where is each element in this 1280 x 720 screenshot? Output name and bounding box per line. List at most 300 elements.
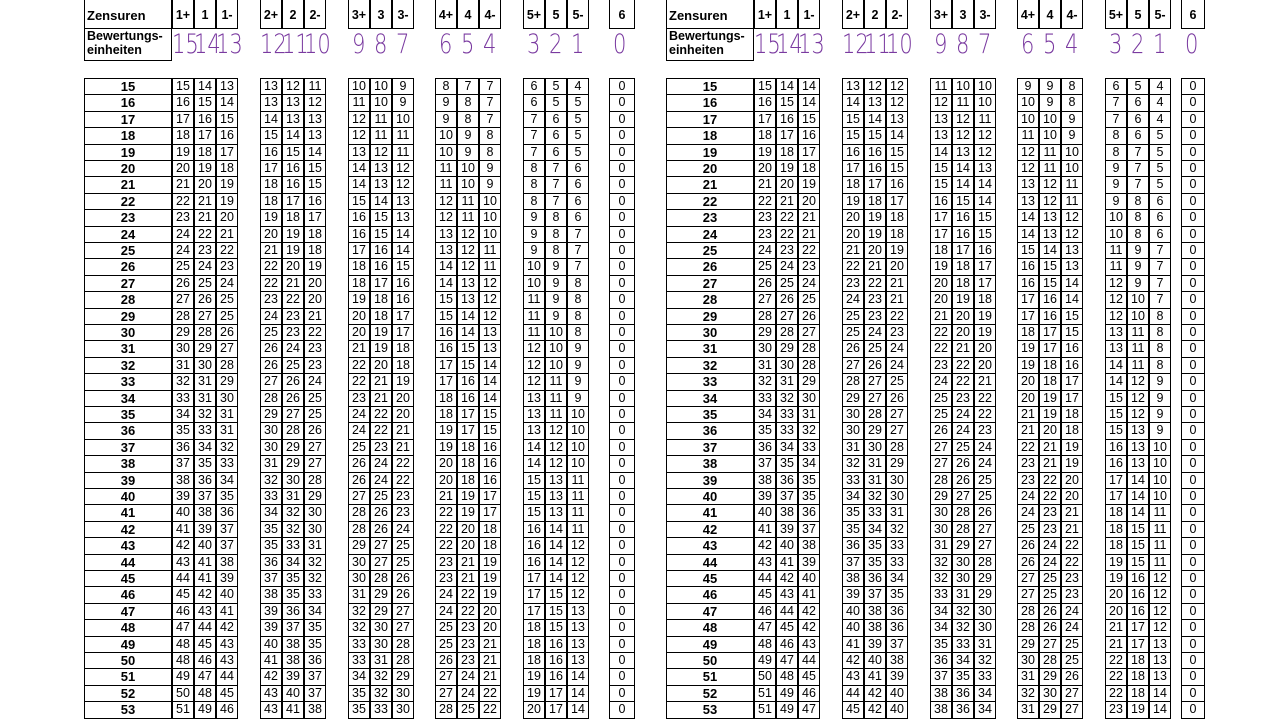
score-cell: 10	[479, 226, 501, 243]
row-points-label: 36	[84, 422, 172, 440]
score-cell: 12	[567, 570, 589, 587]
row-points-label: 49	[666, 636, 754, 653]
score-cell: 13	[523, 390, 545, 407]
score-cell: 0	[609, 652, 635, 669]
score-cell: 35	[216, 488, 238, 505]
score-cell: 0	[609, 308, 635, 325]
score-cell: 15	[194, 94, 216, 112]
score-cell: 27	[194, 308, 216, 325]
score-cell: 25	[952, 439, 974, 456]
score-cell: 14	[523, 439, 545, 456]
score-cell: 27	[864, 373, 886, 391]
score-cell: 30	[886, 472, 908, 489]
score-cell: 22	[776, 226, 798, 243]
score-cell: 21	[974, 373, 996, 391]
score-cell: 0	[1181, 242, 1205, 259]
score-cell: 43	[216, 652, 238, 669]
score-cell: 29	[194, 340, 216, 358]
score-cell: 25	[304, 406, 326, 423]
score-cell: 0	[609, 521, 635, 538]
score-cell: 12	[392, 176, 414, 194]
score-cell: 36	[952, 701, 974, 719]
score-cell: 42	[864, 685, 886, 702]
score-cell: 11	[1105, 242, 1127, 259]
row-points-label: 33	[84, 373, 172, 391]
handwritten-units-value: 2	[549, 29, 563, 60]
score-cell: 26	[776, 291, 798, 309]
score-cell: 0	[609, 340, 635, 358]
score-cell: 19	[260, 209, 282, 227]
score-cell: 31	[304, 537, 326, 555]
score-cell: 24	[1061, 603, 1083, 620]
score-cell: 43	[260, 701, 282, 719]
score-cell: 18	[194, 144, 216, 161]
score-cell: 14	[545, 554, 567, 571]
score-cell: 21	[370, 390, 392, 407]
score-cell: 13	[545, 504, 567, 522]
row-points-label: 36	[666, 422, 754, 440]
score-cell: 27	[952, 488, 974, 505]
grade-header: 1	[776, 0, 798, 29]
score-cell: 9	[479, 160, 501, 177]
score-cell: 19	[282, 242, 304, 259]
score-cell: 7	[1127, 176, 1149, 194]
score-cell: 14	[974, 176, 996, 194]
score-cell: 0	[609, 111, 635, 128]
score-cell: 10	[545, 357, 567, 374]
score-cell: 24	[864, 324, 886, 341]
score-cell: 14	[523, 455, 545, 473]
score-cell: 8	[435, 78, 457, 95]
score-cell: 39	[194, 521, 216, 538]
score-cell: 27	[304, 455, 326, 473]
grade-header: 3	[370, 0, 392, 29]
score-cell: 42	[798, 619, 820, 637]
score-cell: 18	[435, 390, 457, 407]
score-cell: 23	[457, 636, 479, 653]
score-cell: 36	[282, 603, 304, 620]
score-cell: 11	[1149, 504, 1171, 522]
score-cell: 31	[260, 455, 282, 473]
handwritten-units-value: 12	[260, 29, 287, 60]
score-cell: 16	[545, 668, 567, 686]
score-cell: 12	[545, 455, 567, 473]
score-cell: 29	[370, 586, 392, 604]
score-cell: 30	[348, 554, 370, 571]
score-cell: 0	[1181, 603, 1205, 620]
score-cell: 37	[282, 619, 304, 637]
score-cell: 11	[457, 193, 479, 210]
score-cell: 18	[930, 242, 952, 259]
score-cell: 18	[392, 340, 414, 358]
score-cell: 4	[1149, 78, 1171, 95]
score-cell: 20	[1017, 373, 1039, 391]
score-cell: 0	[1181, 472, 1205, 489]
score-cell: 19	[1105, 570, 1127, 587]
score-cell: 0	[609, 176, 635, 194]
score-cell: 20	[282, 258, 304, 276]
score-cell: 33	[952, 636, 974, 653]
score-cell: 15	[886, 144, 908, 161]
score-cell: 21	[1039, 439, 1061, 456]
score-cell: 14	[370, 193, 392, 210]
score-cell: 16	[260, 144, 282, 161]
score-cell: 36	[304, 652, 326, 669]
score-cell: 25	[776, 275, 798, 292]
score-cell: 9	[392, 94, 414, 112]
grade-header: 4	[1039, 0, 1061, 29]
score-cell: 38	[260, 586, 282, 604]
score-cell: 15	[479, 422, 501, 440]
score-cell: 0	[609, 603, 635, 620]
score-cell: 25	[1017, 521, 1039, 538]
score-cell: 36	[886, 619, 908, 637]
score-cell: 24	[1017, 488, 1039, 505]
score-cell: 18	[952, 258, 974, 276]
score-cell: 11	[1149, 554, 1171, 571]
score-cell: 20	[392, 390, 414, 407]
score-cell: 6	[1127, 127, 1149, 145]
score-cell: 38	[754, 472, 776, 489]
score-cell: 17	[1039, 340, 1061, 358]
score-cell: 11	[435, 160, 457, 177]
score-cell: 28	[974, 554, 996, 571]
score-cell: 30	[304, 521, 326, 538]
score-cell: 18	[348, 275, 370, 292]
score-cell: 14	[216, 94, 238, 112]
score-cell: 11	[1127, 340, 1149, 358]
score-cell: 28	[370, 570, 392, 587]
score-cell: 30	[260, 439, 282, 456]
score-cell: 43	[260, 685, 282, 702]
score-cell: 9	[457, 127, 479, 145]
score-cell: 15	[842, 111, 864, 128]
score-cell: 28	[392, 636, 414, 653]
score-cell: 17	[435, 373, 457, 391]
score-cell: 46	[798, 685, 820, 702]
score-cell: 11	[952, 94, 974, 112]
score-cell: 0	[609, 160, 635, 177]
score-cell: 31	[864, 472, 886, 489]
score-cell: 8	[567, 291, 589, 309]
score-cell: 17	[930, 209, 952, 227]
score-cell: 18	[1105, 504, 1127, 522]
score-cell: 13	[545, 488, 567, 505]
score-cell: 10	[479, 193, 501, 210]
row-points-label: 49	[84, 636, 172, 653]
score-cell: 12	[886, 94, 908, 112]
score-cell: 25	[304, 390, 326, 407]
score-cell: 19	[1017, 357, 1039, 374]
score-cell: 0	[609, 373, 635, 391]
score-cell: 0	[1181, 537, 1205, 555]
score-cell: 28	[435, 701, 457, 719]
score-cell: 6	[1149, 193, 1171, 210]
score-cell: 0	[609, 357, 635, 374]
score-cell: 45	[194, 636, 216, 653]
score-cell: 8	[1061, 94, 1083, 112]
score-cell: 27	[776, 308, 798, 325]
score-cell: 24	[304, 373, 326, 391]
score-cell: 44	[842, 685, 864, 702]
score-cell: 30	[392, 685, 414, 702]
score-cell: 29	[886, 455, 908, 473]
score-cell: 13	[348, 144, 370, 161]
score-cell: 9	[545, 291, 567, 309]
score-cell: 37	[864, 586, 886, 604]
score-cell: 30	[1039, 685, 1061, 702]
score-cell: 48	[776, 668, 798, 686]
score-cell: 35	[842, 504, 864, 522]
score-cell: 14	[567, 668, 589, 686]
score-cell: 43	[754, 554, 776, 571]
score-cell: 14	[457, 324, 479, 341]
score-cell: 0	[1181, 160, 1205, 177]
score-cell: 14	[842, 94, 864, 112]
score-cell: 11	[392, 144, 414, 161]
score-cell: 0	[609, 586, 635, 604]
grade-header: 3+	[930, 0, 952, 29]
handwritten-units-value: 11	[864, 29, 891, 60]
score-cell: 0	[1181, 570, 1205, 587]
score-cell: 20	[930, 291, 952, 309]
score-cell: 31	[216, 422, 238, 440]
score-cell: 0	[1181, 554, 1205, 571]
score-cell: 10	[974, 78, 996, 95]
score-cell: 15	[930, 176, 952, 194]
score-cell: 32	[370, 668, 392, 686]
score-cell: 10	[457, 176, 479, 194]
score-cell: 16	[798, 127, 820, 145]
score-cell: 27	[216, 340, 238, 358]
score-cell: 23	[952, 390, 974, 407]
score-cell: 33	[304, 586, 326, 604]
score-cell: 14	[1127, 488, 1149, 505]
score-cell: 24	[370, 455, 392, 473]
row-points-label: 42	[84, 521, 172, 538]
score-cell: 22	[1039, 472, 1061, 489]
score-cell: 9	[1127, 275, 1149, 292]
score-cell: 9	[392, 78, 414, 95]
row-points-label: 45	[666, 570, 754, 587]
score-cell: 40	[886, 685, 908, 702]
score-cell: 11	[1127, 357, 1149, 374]
row-points-label: 52	[666, 685, 754, 702]
score-cell: 21	[392, 439, 414, 456]
score-cell: 23	[754, 209, 776, 227]
handwritten-units-value: 3	[527, 29, 541, 60]
score-cell: 6	[1149, 209, 1171, 227]
score-cell: 18	[216, 160, 238, 177]
score-cell: 5	[1127, 78, 1149, 95]
score-cell: 38	[864, 619, 886, 637]
score-cell: 10	[1105, 209, 1127, 227]
score-cell: 20	[172, 160, 194, 177]
score-cell: 24	[930, 373, 952, 391]
score-cell: 26	[930, 422, 952, 440]
score-cell: 37	[216, 521, 238, 538]
score-cell: 12	[457, 242, 479, 259]
score-cell: 25	[1039, 570, 1061, 587]
score-cell: 5	[545, 94, 567, 112]
score-cell: 0	[609, 472, 635, 489]
score-cell: 7	[457, 78, 479, 95]
score-cell: 12	[304, 94, 326, 112]
score-cell: 27	[260, 373, 282, 391]
grade-header: 2+	[260, 0, 282, 29]
score-cell: 37	[194, 488, 216, 505]
score-cell: 17	[864, 176, 886, 194]
score-cell: 0	[1181, 324, 1205, 341]
handwritten-units-value: 8	[956, 29, 970, 60]
row-points-label: 41	[666, 504, 754, 522]
score-cell: 26	[435, 652, 457, 669]
score-cell: 27	[930, 439, 952, 456]
score-cell: 11	[1039, 160, 1061, 177]
grade-header: 1	[194, 0, 216, 29]
score-cell: 0	[1181, 406, 1205, 423]
score-cell: 9	[1039, 78, 1061, 95]
row-points-label: 27	[666, 275, 754, 292]
row-points-label: 22	[84, 193, 172, 210]
score-cell: 21	[1017, 406, 1039, 423]
score-cell: 10	[479, 209, 501, 227]
score-cell: 40	[194, 537, 216, 555]
score-cell: 0	[609, 488, 635, 505]
score-cell: 12	[1017, 160, 1039, 177]
score-cell: 24	[842, 291, 864, 309]
score-cell: 25	[392, 554, 414, 571]
row-points-label: 29	[84, 308, 172, 325]
score-cell: 22	[392, 472, 414, 489]
score-cell: 48	[172, 636, 194, 653]
score-cell: 7	[523, 127, 545, 145]
score-cell: 40	[282, 685, 304, 702]
score-cell: 27	[1061, 685, 1083, 702]
score-cell: 30	[798, 390, 820, 407]
score-cell: 34	[216, 472, 238, 489]
score-cell: 25	[1061, 636, 1083, 653]
score-cell: 17	[194, 127, 216, 145]
score-cell: 37	[754, 455, 776, 473]
score-cell: 9	[435, 94, 457, 112]
row-points-label: 22	[666, 193, 754, 210]
score-cell: 22	[457, 603, 479, 620]
score-cell: 21	[886, 275, 908, 292]
score-cell: 14	[545, 521, 567, 538]
score-cell: 14	[392, 226, 414, 243]
score-cell: 51	[754, 685, 776, 702]
score-cell: 12	[974, 127, 996, 145]
score-cell: 14	[282, 127, 304, 145]
row-points-label: 18	[666, 127, 754, 145]
score-cell: 25	[930, 406, 952, 423]
score-cell: 40	[172, 504, 194, 522]
score-cell: 25	[974, 472, 996, 489]
score-cell: 16	[842, 144, 864, 161]
score-cell: 20	[1061, 472, 1083, 489]
score-cell: 20	[776, 176, 798, 194]
handwritten-units-value: 0	[1185, 29, 1199, 60]
score-cell: 27	[1039, 636, 1061, 653]
score-cell: 12	[864, 78, 886, 95]
score-cell: 20	[370, 357, 392, 374]
score-cell: 41	[754, 521, 776, 538]
score-cell: 10	[1127, 308, 1149, 325]
score-cell: 13	[216, 78, 238, 95]
score-cell: 37	[304, 668, 326, 686]
score-cell: 29	[260, 406, 282, 423]
score-cell: 37	[776, 488, 798, 505]
handwritten-units-value: 5	[1043, 29, 1057, 60]
score-cell: 30	[216, 390, 238, 407]
score-cell: 35	[282, 570, 304, 587]
score-cell: 21	[457, 554, 479, 571]
score-cell: 9	[1061, 111, 1083, 128]
grade-header: 5+	[523, 0, 545, 29]
row-points-label: 39	[666, 472, 754, 489]
score-cell: 31	[798, 406, 820, 423]
score-cell: 10	[457, 160, 479, 177]
score-cell: 18	[260, 176, 282, 194]
score-cell: 17	[930, 226, 952, 243]
score-cell: 9	[1017, 78, 1039, 95]
score-cell: 49	[776, 701, 798, 719]
score-cell: 33	[930, 586, 952, 604]
score-cell: 22	[798, 242, 820, 259]
score-cell: 6	[567, 160, 589, 177]
score-cell: 6	[567, 209, 589, 227]
score-cell: 6	[545, 127, 567, 145]
handwritten-units-value: 0	[613, 29, 627, 60]
score-cell: 27	[798, 324, 820, 341]
score-cell: 17	[479, 488, 501, 505]
score-cell: 17	[523, 586, 545, 604]
score-cell: 24	[1039, 554, 1061, 571]
score-cell: 11	[1149, 537, 1171, 555]
score-cell: 33	[886, 537, 908, 555]
grade-header: 4+	[435, 0, 457, 29]
score-cell: 44	[194, 619, 216, 637]
score-cell: 9	[1105, 193, 1127, 210]
score-cell: 41	[798, 586, 820, 604]
score-cell: 37	[216, 537, 238, 555]
score-cell: 28	[864, 406, 886, 423]
score-cell: 18	[1127, 685, 1149, 702]
score-cell: 18	[260, 193, 282, 210]
score-cell: 20	[260, 226, 282, 243]
score-cell: 42	[194, 586, 216, 604]
score-cell: 27	[392, 619, 414, 637]
score-cell: 18	[1105, 521, 1127, 538]
score-cell: 36	[754, 439, 776, 456]
score-cell: 12	[1127, 390, 1149, 407]
score-cell: 21	[1061, 521, 1083, 538]
score-cell: 10	[974, 94, 996, 112]
score-cell: 21	[216, 226, 238, 243]
score-cell: 30	[392, 701, 414, 719]
score-cell: 17	[1105, 488, 1127, 505]
score-cell: 21	[194, 209, 216, 227]
score-cell: 23	[1039, 521, 1061, 538]
score-cell: 42	[754, 537, 776, 555]
score-cell: 15	[172, 78, 194, 95]
score-cell: 13	[1149, 668, 1171, 686]
handwritten-units-value: 6	[1021, 29, 1035, 60]
score-cell: 22	[392, 455, 414, 473]
row-points-label: 38	[666, 455, 754, 473]
score-cell: 28	[172, 308, 194, 325]
